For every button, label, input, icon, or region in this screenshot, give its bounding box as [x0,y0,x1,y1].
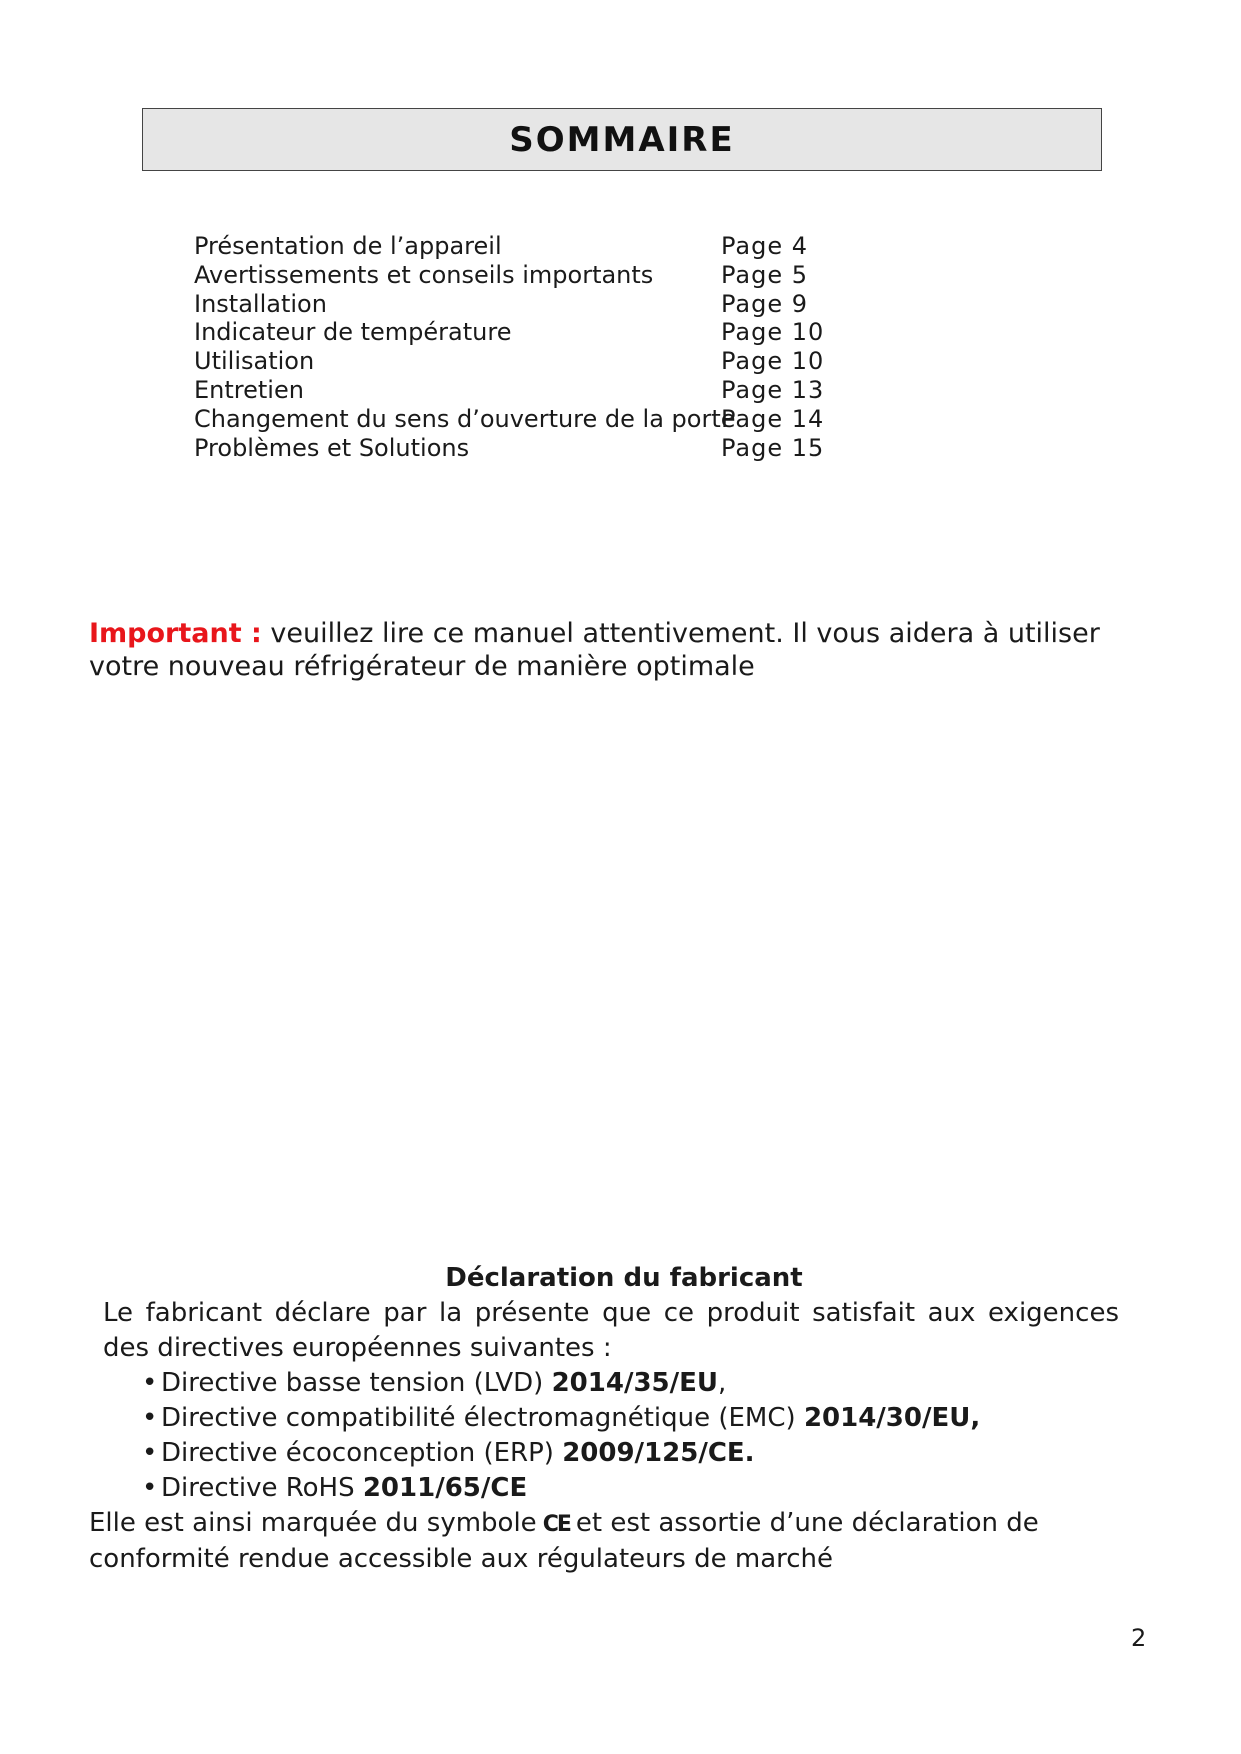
important-text: veuillez lire ce manuel attentivement. Il vous aidera à utiliser votre nouveau réfrigérateur de manière optimale [89,618,1100,682]
summary-title: SOMMAIRE [509,119,735,160]
toc-row [194,290,834,319]
directive-code: 2014/30/EU, [803,1403,981,1433]
directive-text: Directive basse tension (LVD) [161,1368,552,1398]
directive-text: Directive compatibilité électromagnétique (EMC) [161,1403,804,1433]
toc-entry-label: Installation [194,289,327,318]
bullet-icon: • [142,1403,158,1433]
declaration-title: Déclaration du fabricant [445,1263,803,1293]
declaration-closing [89,1506,1119,1577]
toc-entry-page: Page 5 [721,260,808,289]
toc-row [194,434,834,463]
toc-entry-page: Page 10 [721,318,825,347]
toc-row [194,318,834,347]
bullet-icon: • [142,1473,158,1503]
list-item [142,1366,1119,1401]
toc-entry-label: Présentation de l’appareil [194,232,502,260]
bullet-icon: • [142,1368,158,1398]
ce-mark-icon: CE [542,1512,570,1537]
declaration-intro: Le fabricant déclare par la présente que ce produit satisfait aux exigences des directives européennes suivantes : [103,1298,1119,1363]
toc-row [194,261,834,290]
list-item [142,1471,1119,1506]
toc-entry-label: Entretien [194,375,304,404]
page-number: 2 [1131,1624,1147,1652]
toc-row [194,376,834,405]
directive-code: 2014/35/EU [551,1368,719,1398]
toc-row [194,405,834,434]
manufacturer-declaration [89,1261,1119,1577]
closing-text-before: Elle est ainsi marquée du symbole [89,1508,537,1538]
toc-entry-label: Changement du sens d’ouverture de la porte [194,404,736,433]
toc-entry-label: Utilisation [194,347,315,376]
toc-entry-page: Page 14 [721,404,825,433]
closing-text-after: et est assortie d’une déclaration de conformité rendue accessible aux régulateurs de marché [89,1508,1039,1574]
directive-text: Directive écoconception (ERP) [161,1438,563,1468]
directive-code: 2011/65/CE [362,1473,528,1503]
toc-entry-label: Avertissements et conseils importants [194,260,654,289]
toc-entry-label: Problèmes et Solutions [194,433,470,462]
directive-code: 2009/125/CE. [562,1438,755,1468]
summary-title-box [142,108,1102,171]
directive-text: Directive RoHS [161,1473,363,1503]
toc-entry-page: Page 4 [721,232,808,260]
toc-entry-page: Page 15 [721,433,825,462]
important-label: Important : [89,618,262,649]
bullet-icon: • [142,1438,158,1468]
directive-list [89,1366,1119,1506]
directive-suffix: , [718,1368,727,1398]
toc-entry-page: Page 10 [721,347,825,376]
toc-entry-page: Page 9 [721,289,808,318]
toc-row [194,232,834,261]
toc-entry-label: Indicateur de température [194,318,512,347]
toc-entry-page: Page 13 [721,375,825,404]
list-item [142,1401,1119,1436]
important-notice [89,617,1129,683]
toc-row [194,347,834,376]
list-item [142,1436,1119,1471]
table-of-contents [194,232,834,462]
